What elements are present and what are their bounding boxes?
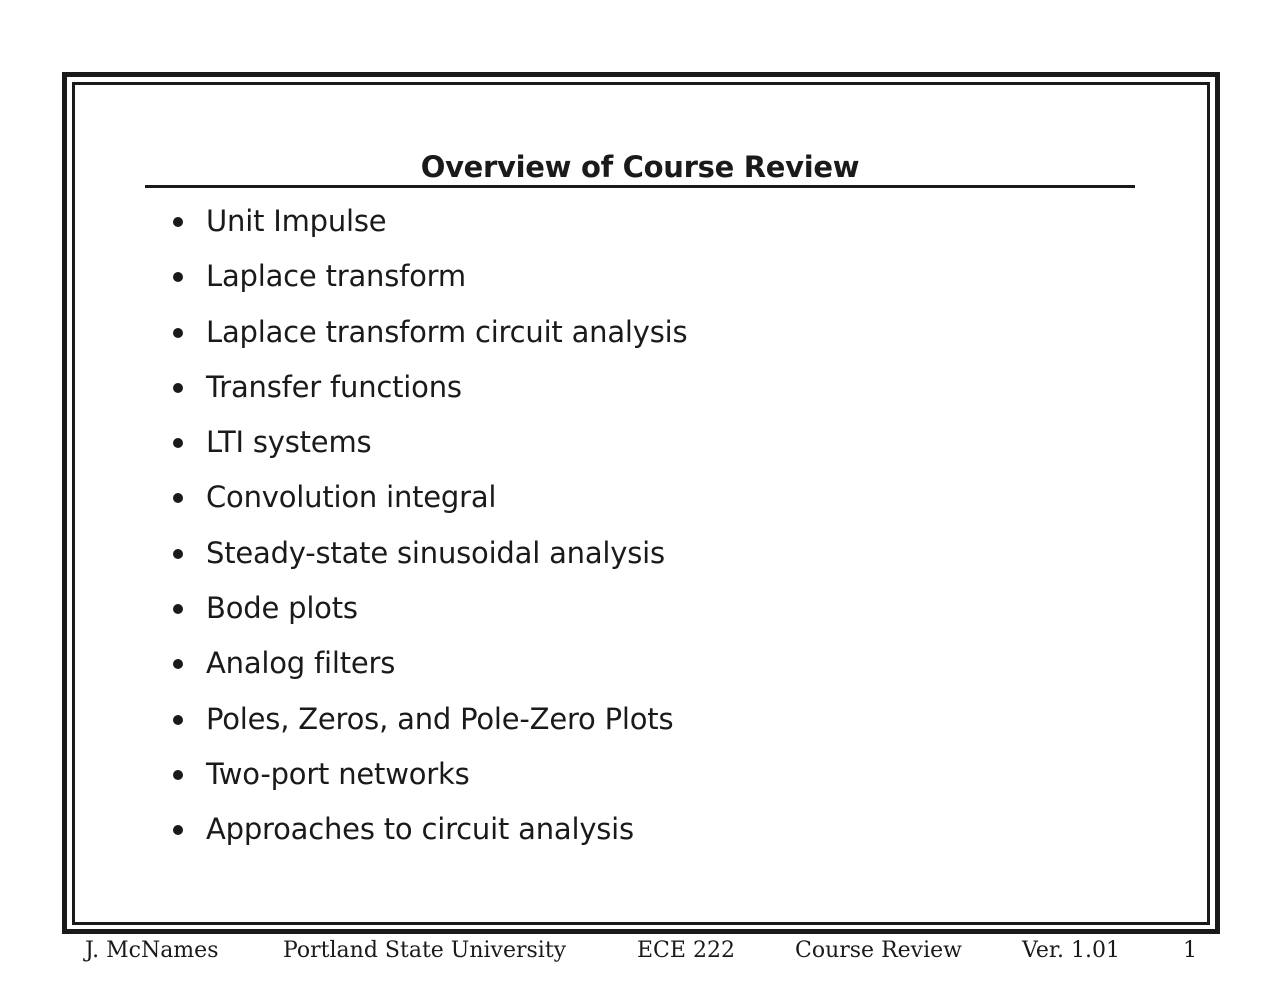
bullet-icon [173, 715, 183, 725]
list-item-text: Approaches to circuit analysis [206, 812, 634, 847]
list-item-text: Bode plots [206, 591, 358, 626]
slide-title: Overview of Course Review [420, 150, 860, 184]
list-item-text: Transfer functions [206, 369, 462, 404]
footer-topic: Course Review [795, 938, 962, 963]
list-item-text: Convolution integral [206, 480, 497, 515]
title-underline [145, 185, 1135, 188]
list-item-text: Laplace transform circuit analysis [206, 314, 688, 349]
bullet-icon [173, 217, 183, 227]
footer-institution: Portland State University [283, 938, 567, 963]
bullet-icon [173, 383, 183, 393]
list-item-text: Unit Impulse [206, 204, 387, 238]
list-item-text: Analog filters [206, 646, 396, 681]
list-item-text: Laplace transform [206, 259, 466, 294]
footer-page-number: 1 [1183, 938, 1197, 963]
list-item-text: Poles, Zeros, and Pole-Zero Plots [206, 701, 674, 736]
footer-author: J. McNames [85, 938, 219, 963]
list-item-text: LTI systems [206, 425, 372, 460]
footer-course: ECE 222 [637, 938, 735, 963]
list-item-text: Steady-state sinusoidal analysis [206, 535, 665, 570]
footer-version: Ver. 1.01 [1022, 938, 1120, 963]
list-item-text: Two-port networks [206, 756, 470, 791]
bullet-icon [173, 770, 183, 780]
bullet-icon [173, 549, 183, 559]
bullet-icon [173, 328, 183, 338]
